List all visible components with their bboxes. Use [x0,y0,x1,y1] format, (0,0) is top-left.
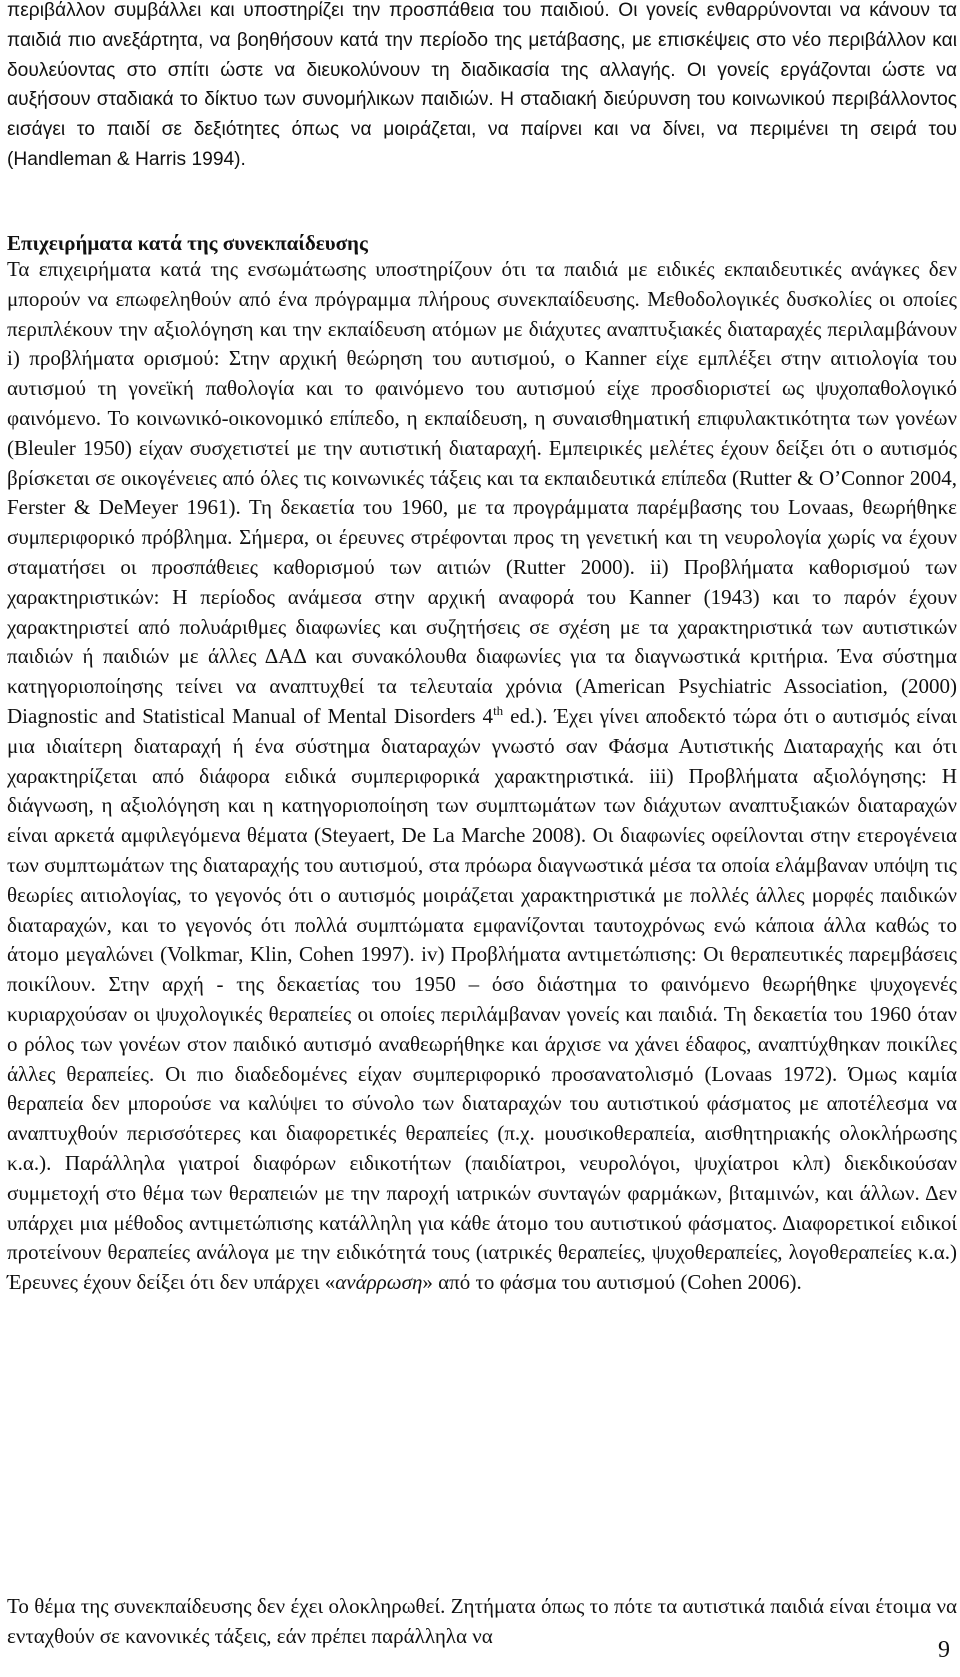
page-number: 9 [938,1637,950,1663]
paragraph-transition: περιβάλλον συμβάλλει και υποστηρίζει την προσπάθεια του παιδιού. Οι γονείς ενθαρρύνονται να κάνουν τα παιδιά πιο ανεξάρτητα, να βοηθήσουν κατά την περίοδο της μετάβασης, με επισκέψεις στο νέο περιβάλλον και δουλεύοντας στο σπίτι ώστε να διευκολύνουν τη διαδικασία της αλλαγής. Οι γονείς εργάζονται ώστε να αυξήσουν σταδιακά το δίκτυο των συνομήλικων παιδιών. Η σταδιακή διεύρυνση του κοινωνικού περιβάλλοντος εισάγει το παιδί σε δεξιότητες όπως να μοιράζεται, να παίρνει και να δίνει, να περιμένει τη σειρά του (Handleman & Harris 1994). [7,0,957,170]
superscript-th: th [493,702,504,718]
paragraph-arguments [7,255,957,1298]
section-heading: Επιχειρήματα κατά της συνεκπαίδευσης [7,231,368,255]
italic-recovery: ανάρρωση [335,1270,423,1295]
paragraph-arguments-part-a: Τα επιχειρήματα κατά της ενσωμάτωσης υποστηρίζουν ότι τα παιδιά με ειδικές εκπαιδευτικές ανάγκες δεν μπορούν να επωφεληθούν από ένα πρόγραμμα πλήρους συνεκπαίδευσης. Μεθοδολογικές δυσκολίες οι οποίες περιπλέκουν την αξιολόγηση και την εκπαίδευση ατόμων με διάχυτες αναπτυξιακές διαταραχές περιλαμβάνουν i) προβλήματα ορισμού: Στην αρχική θεώρηση του αυτισμού, ο Kanner είχε εμπλέξει στην αιτιολογία του αυτισμού τη γονεϊκή παθολογία και το φαινόμενο του αυτισμού είχε προσδιοριστεί ως ψυχοπαθολογικό φαινόμενο. Το κοινωνικό-οικονομικό επίπεδο, η εκπαίδευση, η συναισθηματική επιφυλακτικότητα των γονέων (Bleuler 1950) είχαν συσχετιστεί με την αυτιστική διαταραχή. Εμπειρικές μελέτες έχουν δείξει ότι ο αυτισμός βρίσκεται σε οικογένειες από όλες τις κοινωνικές τάξεις και τα εκπαιδευτικά επίπεδα (Rutter & O’Connor 2004, Ferster & DeMeyer 1961). Τη δεκαετία του 1960, με τα προγράμματα παρέμβασης του Lovaas, θεωρήθηκε συμπεριφορικό πρόβλημα. Σήμερα, οι έρευνες στρέφονται προς τη γενετική και τη νευρολογία χωρίς να έχουν σταματήσει οι προσπάθειες καθορισμού των αιτιών (Rutter 2000). ii) Προβλήματα καθορισμού των χαρακτηριστικών: Η περίοδος ανάμεσα στην αρχική αναφορά του Kanner (1943) και το παρόν έχουν χαρακτηριστεί από πολυάριθμες διαφωνίες και συζητήσεις σε σχέση με τα χαρακτηριστικά των αυτιστικών παιδιών ή παιδιών με άλλες ΔΑΔ και συνακόλουθα διαφωνίες για τα διαγνωστικά κριτήρια. Ένα σύστημα κατηγοριοποίησης τείνει να αναπτυχθεί τα τελευταία χρόνια (American Psychiatric Association, (2000) Diagnostic and Statistical Manual of Mental Disorders 4 [7,257,957,728]
paragraph-arguments-part-b: ed.). Έχει γίνει αποδεκτό τώρα ότι ο αυτισμός είναι μια ιδιαίτερη διαταραχή ή ένα σύστημα διαταραχών γνωστό σαν Φάσμα Αυτιστικής Διαταραχής και ότι χαρακτηρίζεται από διάφορα ειδικά συμπεριφορικά χαρακτηριστικά. iii) Προβλήματα αξιολόγησης: Η διάγνωση, η αξιολόγηση και η κατηγοριοποίηση των συμπτωμάτων των διάχυτων αναπτυξιακών διαταραχών είναι αρκετά αμφιλεγόμενα θέματα (Steyaert, De La Marche 2008). Οι διαφωνίες οφείλονται στην ετερογένεια των συμπτωμάτων της διαταραχής του αυτισμού, στα πρόωρα διαγνωστικά μέσα τα οποία ελάμβαναν υπόψη τις θεωρίες αιτιολογίας, το γεγονός ότι ο αυτισμός μοιράζεται χαρακτηριστικά με πολλές άλλες μορφές παιδικών διαταραχών, και το γεγονός ότι πολλά συμπτώματα εμφανίζονται ταυτοχρόνως ενώ κάποια άλλα καθώς το άτομο μεγαλώνει (Volkmar, Klin, Cohen 1997). iv) Προβλήματα αντιμετώπισης: Οι θεραπευτικές παρεμβάσεις ποικίλουν. Στην αρχή - της δεκαετίας του 1950 – όσο διάστημα το φαινόμενο θεωρήθηκε ψυχογενές κυριαρχούσαν οι ψυχολογικές θεραπείες οι οποίες περιλάμβαναν γονείς και παιδιά. Τη δεκαετία του 1960 όταν ο ρόλος των γονέων στον παιδικό αυτισμό αναθεωρήθηκε και άρχισε να χάνει έδαφος, αναπτύχθηκαν ποικίλες άλλες θεραπείες. Οι πιο διαδεδομένες είχαν συμπεριφορικό προσανατολισμό (Lovaas 1972). Όμως καμία θεραπεία δεν μπορούσε να καλύψει το σύνολο των διαταραχών του αυτιστικού φάσματος με αποτέλεσμα να αναπτυχθούν περισσότερες και διαφορετικές θεραπείες (π.χ. μουσικοθεραπεία, αισθητηριακής ολοκλήρωσης κ.α.). Παράλληλα γιατροί διαφόρων ειδικοτήτων (παιδίατροι, νευρολόγοι, ψυχίατροι κλπ) διεκδικούσαν συμμετοχή στο θέμα των θεραπειών με την παροχή ιατρικών συνταγών φαρμάκων, βιταμινών, και άλλων. Δεν υπάρχει μια μέθοδος αντιμετώπισης κατάλληλη για κάθε άτομο του αυτιστικού φάσματος. Διαφορετικοί ειδικοί προτείνουν θεραπείες ανάλογα με την ειδικότητά τους (ιατρικές θεραπείες, ψυχοθεραπείες, λογοθεραπείες κ.α.) Έρευνες έχουν δείξει ότι δεν υπάρχει « [7,703,957,1295]
paragraph-closing: Το θέμα της συνεκπαίδευσης δεν έχει ολοκληρωθεί. Ζητήματα όπως το πότε τα αυτιστικά παιδιά είναι έτοιμα να ενταχθούν σε κανονικές τάξεις, εάν πρέπει παράλληλα να [7,1594,957,1648]
paragraph-arguments-part-c: » από το φάσμα του αυτισμού (Cohen 2006). [422,1270,802,1295]
